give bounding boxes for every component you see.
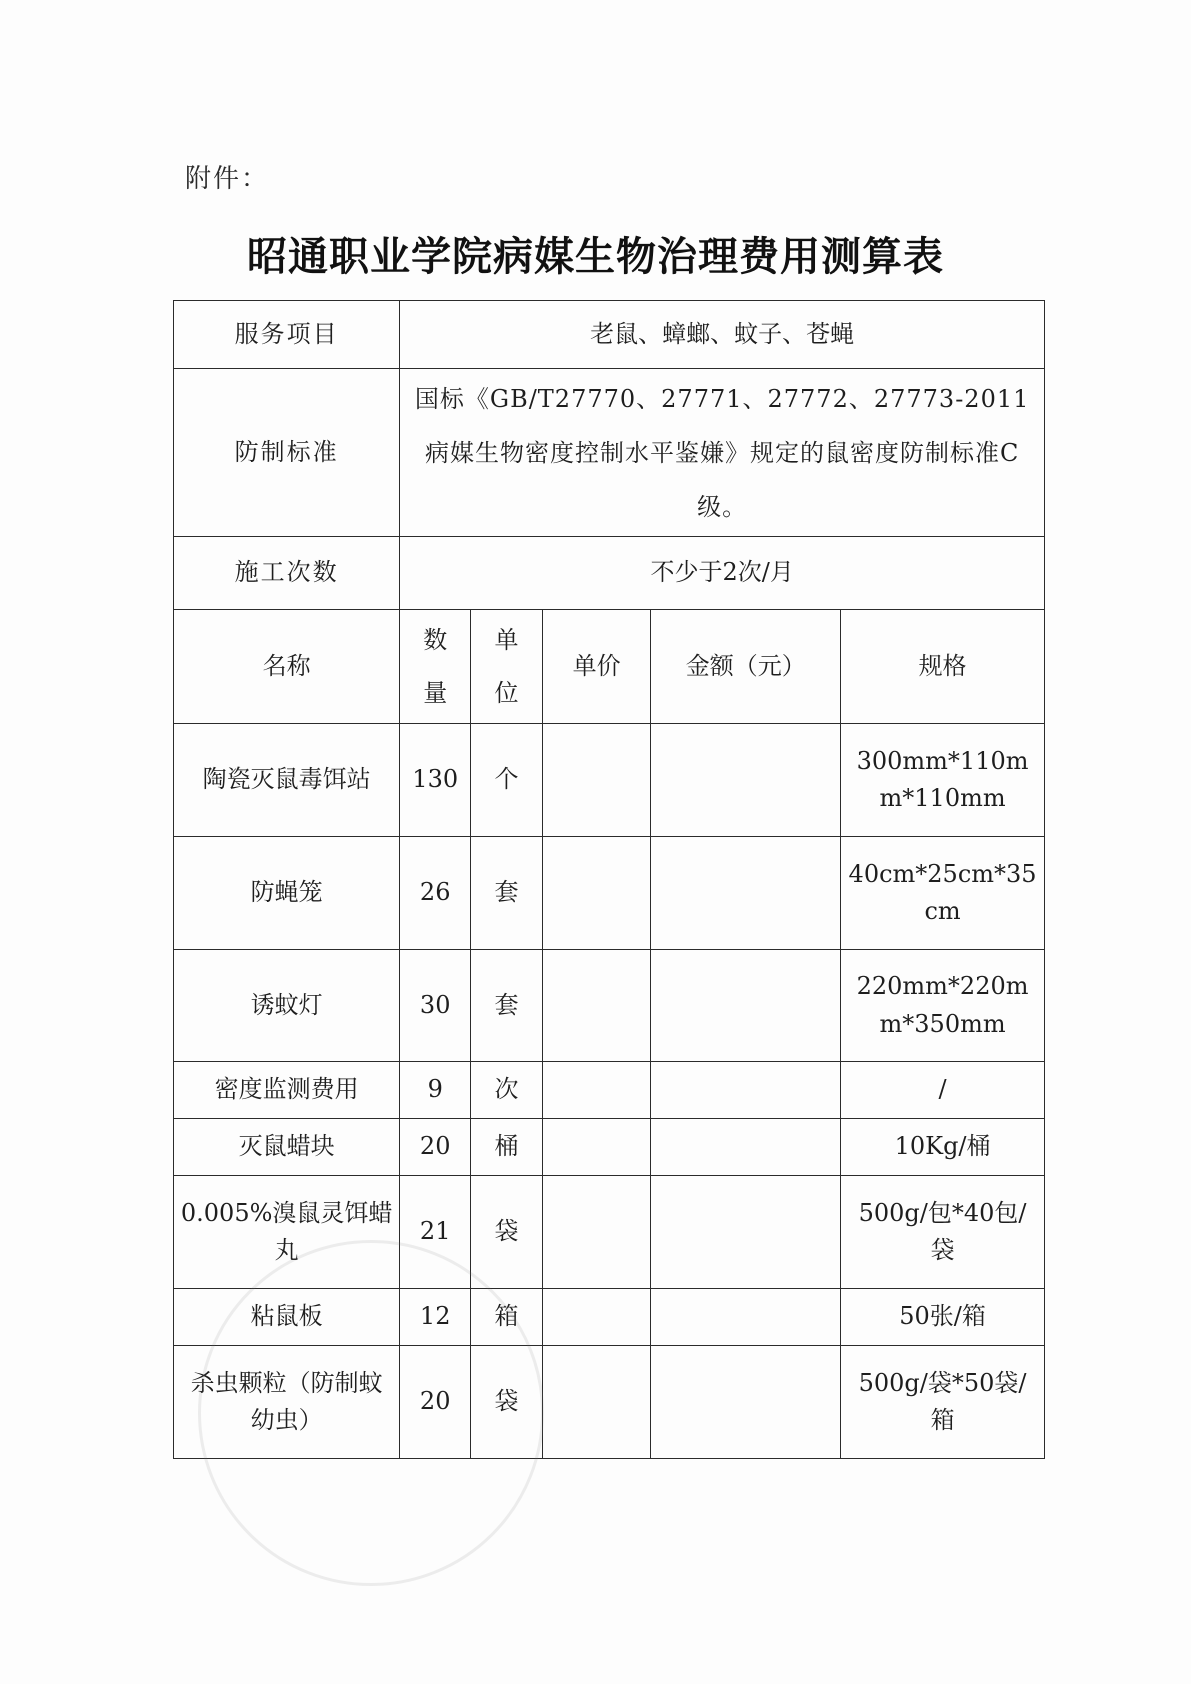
item-unit-price: [542, 1062, 650, 1119]
item-name: 0.005%溴鼠灵饵蜡丸: [174, 1176, 400, 1289]
item-amount: [651, 1289, 841, 1346]
item-unit-price: [542, 950, 650, 1062]
attachment-label: 附件：: [185, 164, 270, 194]
item-amount: [651, 837, 841, 950]
item-unit: 桶: [471, 1119, 543, 1176]
item-spec: 500g/袋*50袋/箱: [841, 1346, 1045, 1459]
table-row: [174, 1346, 1045, 1459]
cost-estimate-table: [173, 300, 1045, 1459]
item-amount: [651, 1062, 841, 1119]
item-quantity: 20: [400, 1346, 471, 1459]
header-amount: 金额（元）: [651, 610, 841, 724]
item-unit-price: [542, 1346, 650, 1459]
item-spec: 300mm*110mm*110mm: [841, 724, 1045, 837]
item-unit: 次: [471, 1062, 543, 1119]
item-quantity: 20: [400, 1119, 471, 1176]
item-name: 杀虫颗粒（防制蚊幼虫）: [174, 1346, 400, 1459]
item-name: 陶瓷灭鼠毒饵站: [174, 724, 400, 837]
item-quantity: 130: [400, 724, 471, 837]
header-unit-price: 单价: [542, 610, 650, 724]
item-spec: 10Kg/桶: [841, 1119, 1045, 1176]
item-unit: 个: [471, 724, 543, 837]
item-quantity: 30: [400, 950, 471, 1062]
table-row: [174, 950, 1045, 1062]
table-row: [174, 1062, 1045, 1119]
info-row-standard: [174, 369, 1045, 537]
item-spec: 40cm*25cm*35cm: [841, 837, 1045, 950]
item-amount: [651, 724, 841, 837]
item-name: 诱蚊灯: [174, 950, 400, 1062]
item-name: 灭鼠蜡块: [174, 1119, 400, 1176]
item-unit-price: [542, 1176, 650, 1289]
item-amount: [651, 1119, 841, 1176]
item-quantity: 12: [400, 1289, 471, 1346]
item-unit: 套: [471, 950, 543, 1062]
item-unit: 套: [471, 837, 543, 950]
item-unit: 袋: [471, 1346, 543, 1459]
header-unit: 单位: [494, 625, 519, 707]
item-amount: [651, 950, 841, 1062]
header-name: 名称: [174, 610, 400, 724]
item-quantity: 26: [400, 837, 471, 950]
item-unit: 袋: [471, 1176, 543, 1289]
info-value: 不少于2次/月: [400, 537, 1045, 610]
info-label: 防制标准: [174, 369, 400, 537]
item-name: 密度监测费用: [174, 1062, 400, 1119]
item-amount: [651, 1176, 841, 1289]
item-spec: 220mm*220mm*350mm: [841, 950, 1045, 1062]
item-unit-price: [542, 1119, 650, 1176]
table-row: [174, 1176, 1045, 1289]
item-quantity: 9: [400, 1062, 471, 1119]
table-row: [174, 1119, 1045, 1176]
item-spec: 500g/包*40包/袋: [841, 1176, 1045, 1289]
item-unit-price: [542, 1289, 650, 1346]
item-name: 防蝇笼: [174, 837, 400, 950]
item-amount: [651, 1346, 841, 1459]
item-name: 粘鼠板: [174, 1289, 400, 1346]
info-value: 老鼠、蟑螂、蚊子、苍蝇: [400, 301, 1045, 369]
info-row-frequency: [174, 537, 1045, 610]
header-quantity: 数量: [423, 625, 448, 707]
table-row: [174, 724, 1045, 837]
info-value: 国标《GB/T27770、27771、27772、27773-2011病媒生物密度控制水平鉴嫌》规定的鼠密度防制标准C级。: [400, 369, 1045, 537]
item-unit-price: [542, 724, 650, 837]
info-label: 施工次数: [174, 537, 400, 610]
info-label: 服务项目: [174, 301, 400, 369]
header-spec: 规格: [841, 610, 1045, 724]
item-quantity: 21: [400, 1176, 471, 1289]
table-row: [174, 837, 1045, 950]
item-spec: 50张/箱: [841, 1289, 1045, 1346]
header-row: [174, 610, 1045, 724]
item-spec: /: [841, 1062, 1045, 1119]
document-title: 昭通职业学院病媒生物治理费用测算表: [247, 233, 944, 280]
info-row-service: [174, 301, 1045, 369]
item-unit-price: [542, 837, 650, 950]
table-row: [174, 1289, 1045, 1346]
item-unit: 箱: [471, 1289, 543, 1346]
